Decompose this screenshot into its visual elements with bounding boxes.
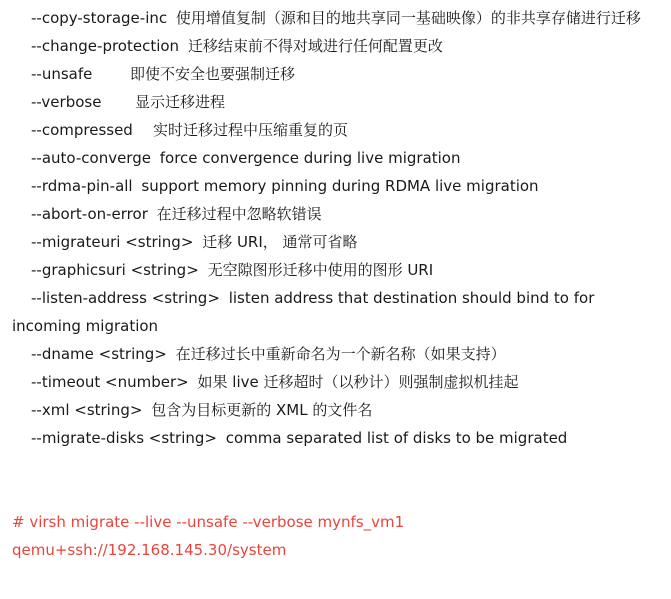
option-flag: --dname <string> bbox=[31, 345, 167, 363]
option-description: 在迁移过程中忽略软错误 bbox=[156, 205, 322, 223]
option-description: listen address that destination should bind to for incoming migration bbox=[12, 289, 595, 335]
option-description: 无空隙图形迁移中使用的图形 URI bbox=[207, 261, 434, 279]
option-description: force convergence during live migration bbox=[159, 149, 461, 167]
option-flag: --migrate-disks <string> bbox=[31, 429, 217, 447]
option-abort-on-error bbox=[12, 200, 664, 228]
option-flag: --listen-address <string> bbox=[31, 289, 220, 307]
option-flag: --timeout <number> bbox=[31, 373, 189, 391]
option-description: 使用增值复制（源和目的地共享同一基础映像）的非共享存储进行迁移 bbox=[175, 9, 641, 27]
option-flag: --copy-storage-inc bbox=[31, 9, 168, 27]
option-unsafe bbox=[12, 60, 664, 88]
option-flag: --xml <string> bbox=[31, 401, 143, 419]
option-description: 实时迁移过程中压缩重复的页 bbox=[153, 121, 349, 139]
option-description: comma separated list of disks to be migrated bbox=[225, 429, 568, 447]
option-dname bbox=[12, 340, 664, 368]
document-body bbox=[12, 4, 664, 564]
option-migrate-disks bbox=[12, 424, 664, 452]
option-flag: --compressed bbox=[31, 121, 133, 139]
option-description: 即使不安全也要强制迁移 bbox=[130, 65, 296, 83]
option-flag: --rdma-pin-all bbox=[31, 177, 133, 195]
option-description: 如果 live 迁移超时（以秒计）则强制虚拟机挂起 bbox=[197, 373, 519, 391]
option-graphicsuri bbox=[12, 256, 664, 284]
spacer bbox=[12, 452, 664, 508]
option-auto-converge bbox=[12, 144, 664, 172]
option-description: 迁移 URI， 通常可省略 bbox=[202, 233, 358, 251]
option-description: 在迁移过长中重新命名为一个新名称（如果支持） bbox=[175, 345, 506, 363]
option-flag: --change-protection bbox=[31, 37, 180, 55]
option-description: 包含为目标更新的 XML 的文件名 bbox=[151, 401, 373, 419]
option-copy-storage-inc bbox=[12, 4, 664, 32]
option-flag: --verbose bbox=[31, 93, 102, 111]
option-migrateuri bbox=[12, 228, 664, 256]
option-verbose bbox=[12, 88, 664, 116]
option-xml bbox=[12, 396, 664, 424]
option-rdma-pin-all bbox=[12, 172, 664, 200]
option-compressed bbox=[12, 116, 664, 144]
option-change-protection bbox=[12, 32, 664, 60]
option-flag: --auto-converge bbox=[31, 149, 151, 167]
option-flag: --unsafe bbox=[31, 65, 93, 83]
option-timeout bbox=[12, 368, 664, 396]
option-description: 迁移结束前不得对域进行任何配置更改 bbox=[187, 37, 443, 55]
option-description: 显示迁移进程 bbox=[135, 93, 226, 111]
option-flag: --abort-on-error bbox=[31, 205, 148, 223]
option-flag: --migrateuri <string> bbox=[31, 233, 194, 251]
option-flag: --graphicsuri <string> bbox=[31, 261, 199, 279]
command-line-1: # virsh migrate --live --unsafe --verbose mynfs_vm1 bbox=[12, 513, 405, 531]
command-line-2: qemu+ssh://192.168.145.30/system bbox=[12, 541, 287, 559]
option-description: support memory pinning during RDMA live migration bbox=[141, 177, 539, 195]
option-listen-address bbox=[12, 284, 664, 340]
